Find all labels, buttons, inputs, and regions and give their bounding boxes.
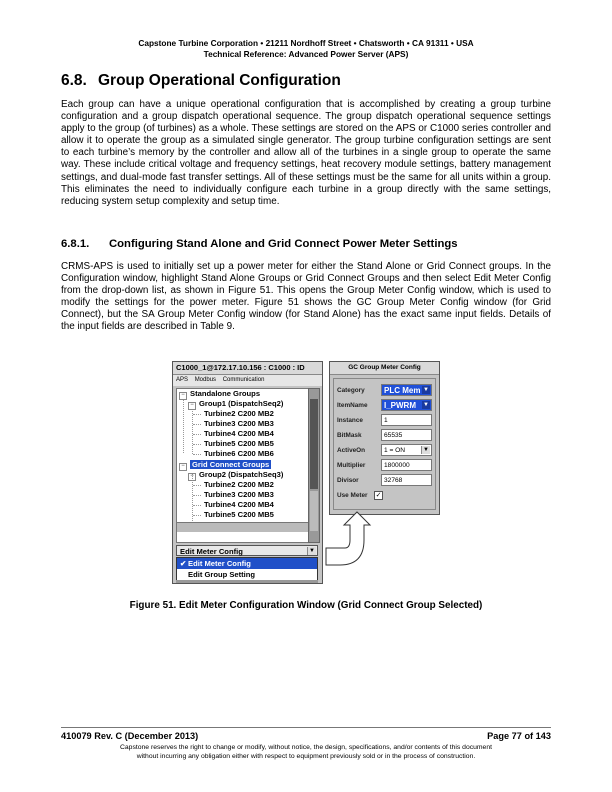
page-number: Page 77 of 143 [487, 731, 551, 741]
checkmark-icon: ✔ [180, 559, 187, 568]
dropdown-option-edit-group-setting[interactable]: Edit Group Setting [188, 570, 256, 579]
window-title: GC Group Meter Config [330, 362, 439, 375]
tree-node-turbine[interactable]: Turbine4 C200 MB4 [204, 429, 274, 438]
chevron-down-icon[interactable]: ▼ [423, 402, 429, 408]
section-paragraph: Each group can have a unique operational configuration that is accomplished by creating a group turbine configuration and a group dispatch operational sequence. The group dispatch operational sequence settings apply to the group (of turbines) as a whole. These settings are stored on the APS or C1000 series controller and allow it to operate the group as a simulated single generator. The group turbine configuration settings are sent to each turbine’s memory by the controller and allow all of the turbines in a single group to operate the same way. These include critical voltage and frequency settings, heat recovery module settings, battery management settings, and dual-mode fast transfer settings. All of these settings must be the same for all units within a group. This eliminates the need to individually configure each turbine in a group directly with the same settings, reducing system setup complexity and setup time. [61, 99, 551, 207]
section-heading [61, 72, 341, 90]
tree-node-grid-connect-groups[interactable]: − Grid Connect Groups [179, 460, 271, 471]
field-instance: Instance 1 [337, 414, 433, 427]
header-company-line: Capstone Turbine Corporation • 21211 Nordhoff Street • Chatsworth • CA 91311 • USA [138, 38, 474, 48]
curved-arrow-icon [320, 510, 380, 580]
footer-disclaimer: Capstone reserves the right to change or modify, without notice, the design, specifications, and/or contents of this document without incurring any obligation either with respect to equipment previously sold or in the process of construction. [119, 744, 493, 760]
page-header [0, 38, 612, 60]
tree-node-turbine[interactable]: Turbine5 C200 MB5 [204, 510, 274, 519]
itemname-select[interactable]: I_PWRM ▼ [381, 399, 432, 411]
action-dropdown[interactable] [176, 545, 318, 556]
meter-fields-panel [333, 378, 436, 510]
doc-id: 410079 Rev. C (December 2013) [61, 731, 199, 741]
divisor-input[interactable]: 32768 [381, 474, 432, 486]
chevron-down-icon[interactable]: ▼ [421, 446, 430, 454]
menu-modbus[interactable]: Modbus [194, 377, 217, 383]
section-number: 6.8. [61, 72, 87, 89]
field-divisor: Divisor 32768 [337, 474, 433, 487]
tree-node-turbine[interactable]: Turbine5 C200 MB5 [204, 439, 274, 448]
menu-aps[interactable]: APS [176, 377, 189, 383]
tree-node-turbine[interactable]: Turbine6 C200 MB6 [204, 449, 274, 458]
collapse-icon[interactable]: − [179, 463, 187, 471]
gc-group-meter-config-window [329, 361, 440, 515]
use-meter-checkbox[interactable]: ✓ [375, 492, 382, 499]
field-use-meter: Use Meter ✓ [337, 492, 382, 499]
tree-node-turbine[interactable]: Turbine2 C200 MB2 [204, 409, 274, 418]
collapse-icon[interactable]: − [188, 402, 196, 410]
subsection-number: 6.8.1. [61, 238, 90, 250]
tree-node-turbine[interactable]: Turbine4 C200 MB4 [204, 500, 274, 509]
field-bitmask: BitMask 65535 [337, 429, 433, 442]
menu-bar [173, 375, 322, 386]
field-multiplier: Multiplier 1800000 [337, 459, 433, 472]
multiplier-input[interactable]: 1800000 [381, 459, 432, 471]
instance-input[interactable]: 1 [381, 414, 432, 426]
window-title: C1000_1@172.17.10.156 : C1000 : ID [173, 362, 322, 375]
field-category: Category PLC Mem ▼ [337, 384, 433, 397]
subsection-title: Configuring Stand Alone and Grid Connect Power Meter Settings [109, 238, 458, 250]
tree-node-group2[interactable]: − Group2 (DispatchSeq3) [188, 470, 283, 481]
field-activeon: ActiveOn 1 = ON ▼ [337, 444, 433, 457]
activeon-select[interactable]: 1 = ON ▼ [381, 444, 432, 456]
subsection-paragraph: CRMS-APS is used to initially set up a power meter for either the Stand Alone or Grid Connect groups. In the Configuration window, highlight Stand Alone Groups or Grid Connect Groups and then select Edit Meter Config from the drop-down list, as shown in Figure 51. This opens the Group Meter Config window, which is used to modify the settings for the power meter. Figure 51 shows the GC Group Meter Config window (for Grid Connect), but the SA Group Meter Config window (for Stand Alone) has the exact same input fields. Details of the input fields are described in Table 9. [61, 261, 551, 333]
field-itemname: ItemName I_PWRM ▼ [337, 399, 433, 412]
vertical-scrollbar[interactable] [308, 388, 320, 543]
footer-divider [61, 727, 551, 728]
group-tree[interactable] [176, 388, 309, 543]
dropdown-list [176, 557, 318, 581]
tree-node-turbine[interactable]: Turbine3 C200 MB3 [204, 419, 274, 428]
menu-communication[interactable]: Communication [222, 377, 265, 383]
collapse-icon[interactable]: − [188, 473, 196, 481]
bitmask-input[interactable]: 65535 [381, 429, 432, 441]
category-select[interactable]: PLC Mem ▼ [381, 384, 432, 396]
tree-node-group1[interactable]: − Group1 (DispatchSeq2) [188, 399, 283, 410]
collapse-icon[interactable]: − [179, 392, 187, 400]
footer-line [61, 731, 551, 741]
figure-caption: Figure 51. Edit Meter Configuration Window (Grid Connect Group Selected) [129, 600, 483, 611]
section-title: Group Operational Configuration [98, 72, 341, 89]
configuration-window [172, 361, 323, 584]
dropdown-selected-value: Edit Meter Config [180, 547, 243, 556]
chevron-down-icon[interactable]: ▼ [423, 387, 429, 393]
subsection-heading [61, 238, 458, 250]
dropdown-option-edit-meter-config[interactable]: ✔ Edit Meter Config [177, 558, 317, 569]
button-strip [176, 580, 318, 583]
scrollbar-thumb[interactable] [310, 399, 318, 489]
header-doc-line: Technical Reference: Advanced Power Server (APS) [203, 49, 409, 59]
tree-node-standalone-groups[interactable]: − Standalone Groups [179, 389, 260, 400]
horizontal-scrollbar[interactable] [177, 522, 308, 532]
tree-node-turbine[interactable]: Turbine3 C200 MB3 [204, 490, 274, 499]
dropdown-arrow-icon[interactable]: ▼ [307, 547, 316, 555]
tree-node-turbine[interactable]: Turbine2 C200 MB2 [204, 480, 274, 489]
